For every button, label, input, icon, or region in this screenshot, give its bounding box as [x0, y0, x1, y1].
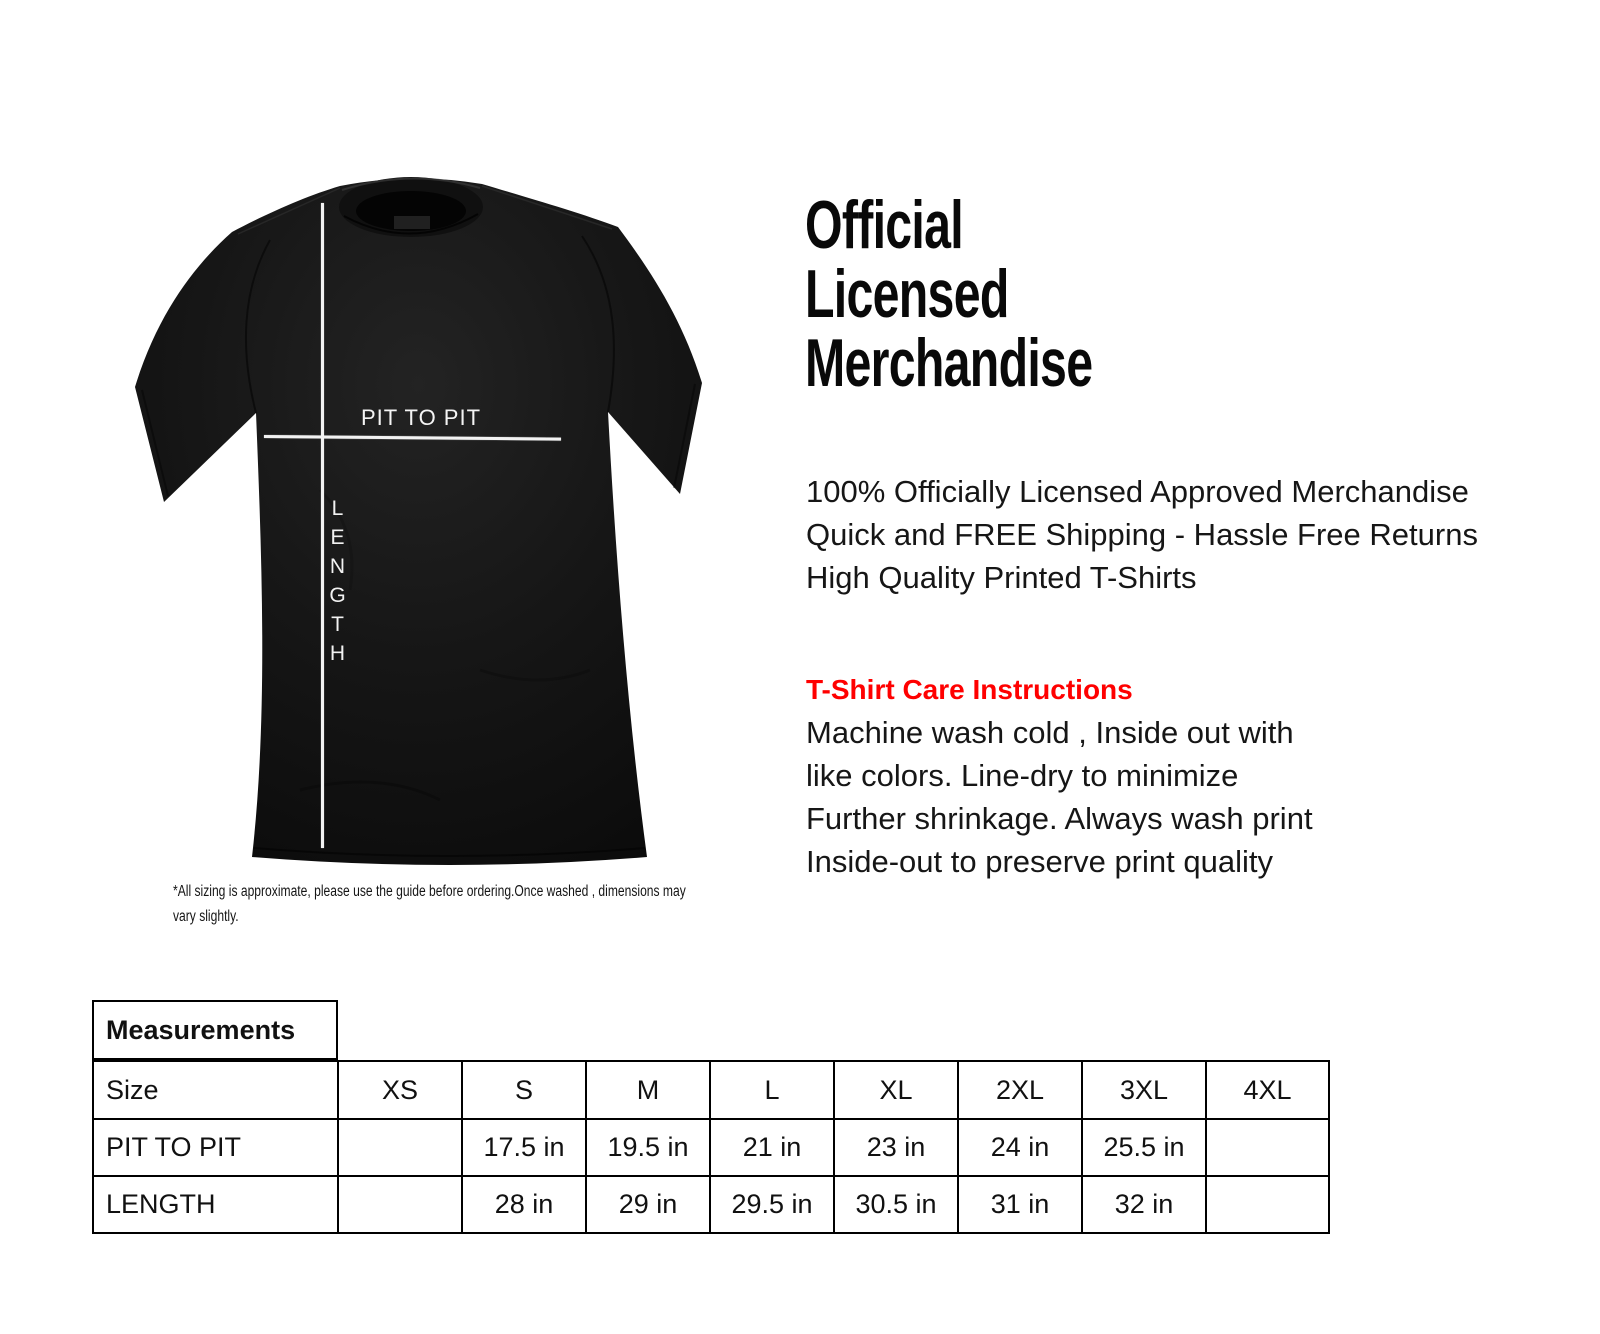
care-instructions-line3: Further shrinkage. Always wash print [806, 801, 1313, 836]
description-line2: Quick and FREE Shipping - Hassle Free Returns [806, 517, 1478, 552]
measurement-cell: 32 in [1082, 1176, 1206, 1233]
merch-heading-line3: Merchandise [805, 325, 1093, 401]
product-description [806, 470, 1478, 599]
measurement-cell: 17.5 in [462, 1119, 586, 1176]
size-column-header-3xl: 3XL [1082, 1061, 1206, 1119]
row-label-length: LENGTH [93, 1176, 338, 1233]
care-instructions-line4: Inside-out to preserve print quality [806, 844, 1273, 879]
size-column-header-2xl: 2XL [958, 1061, 1082, 1119]
neck-tag [394, 216, 430, 229]
measurement-cell: 25.5 in [1082, 1119, 1206, 1176]
measurements-corner-label: Measurements [92, 1000, 338, 1060]
tshirt-silhouette [135, 178, 702, 865]
description-line3: High Quality Printed T-Shirts [806, 560, 1197, 595]
length-label: LENGTH [326, 497, 349, 671]
measurement-cell: 30.5 in [834, 1176, 958, 1233]
measurement-cell: 28 in [462, 1176, 586, 1233]
measurement-cell: 23 in [834, 1119, 958, 1176]
length-measure-line [321, 203, 324, 848]
description-line1: 100% Officially Licensed Approved Merchandise [806, 474, 1469, 509]
size-column-header-s: S [462, 1061, 586, 1119]
size-column-header-4xl: 4XL [1206, 1061, 1329, 1119]
size-chart-table [92, 1060, 1330, 1234]
care-instructions-text [806, 711, 1313, 883]
merch-heading-line2: Licensed [805, 256, 1009, 332]
measurement-cell: 21 in [710, 1119, 834, 1176]
tshirt-photo [120, 170, 710, 870]
measurement-cell: 29.5 in [710, 1176, 834, 1233]
pit-to-pit-label: PIT TO PIT [361, 405, 482, 430]
measurement-cell: 24 in [958, 1119, 1082, 1176]
size-header-label: Size [93, 1061, 338, 1119]
size-header-row [93, 1061, 1329, 1119]
measurement-cell [338, 1176, 462, 1233]
size-column-header-xl: XL [834, 1061, 958, 1119]
measurement-cell: 19.5 in [586, 1119, 710, 1176]
measurement-cell [1206, 1119, 1329, 1176]
care-instructions-line1: Machine wash cold , Inside out with [806, 715, 1294, 750]
sizing-disclaimer-line2: vary slightly. [173, 908, 239, 925]
pit-to-pit-row [93, 1119, 1329, 1176]
size-column-header-xs: XS [338, 1061, 462, 1119]
measurement-cell [1206, 1176, 1329, 1233]
sizing-disclaimer-line1: *All sizing is approximate, please use the guide before ordering.Once washed , dimensions may [173, 883, 686, 900]
care-instructions-heading: T-Shirt Care Instructions [806, 674, 1133, 705]
row-label-pit-to-pit: PIT TO PIT [93, 1119, 338, 1176]
measurement-cell [338, 1119, 462, 1176]
merch-heading [805, 187, 1093, 401]
size-column-header-m: M [586, 1061, 710, 1119]
merch-heading-line1: Official [805, 187, 963, 263]
size-column-header-l: L [710, 1061, 834, 1119]
measurement-cell: 31 in [958, 1176, 1082, 1233]
sizing-disclaimer [173, 879, 686, 929]
care-instructions-line2: like colors. Line-dry to minimize [806, 758, 1239, 793]
tshirt-figure [0, 0, 760, 960]
length-row [93, 1176, 1329, 1233]
measurement-cell: 29 in [586, 1176, 710, 1233]
